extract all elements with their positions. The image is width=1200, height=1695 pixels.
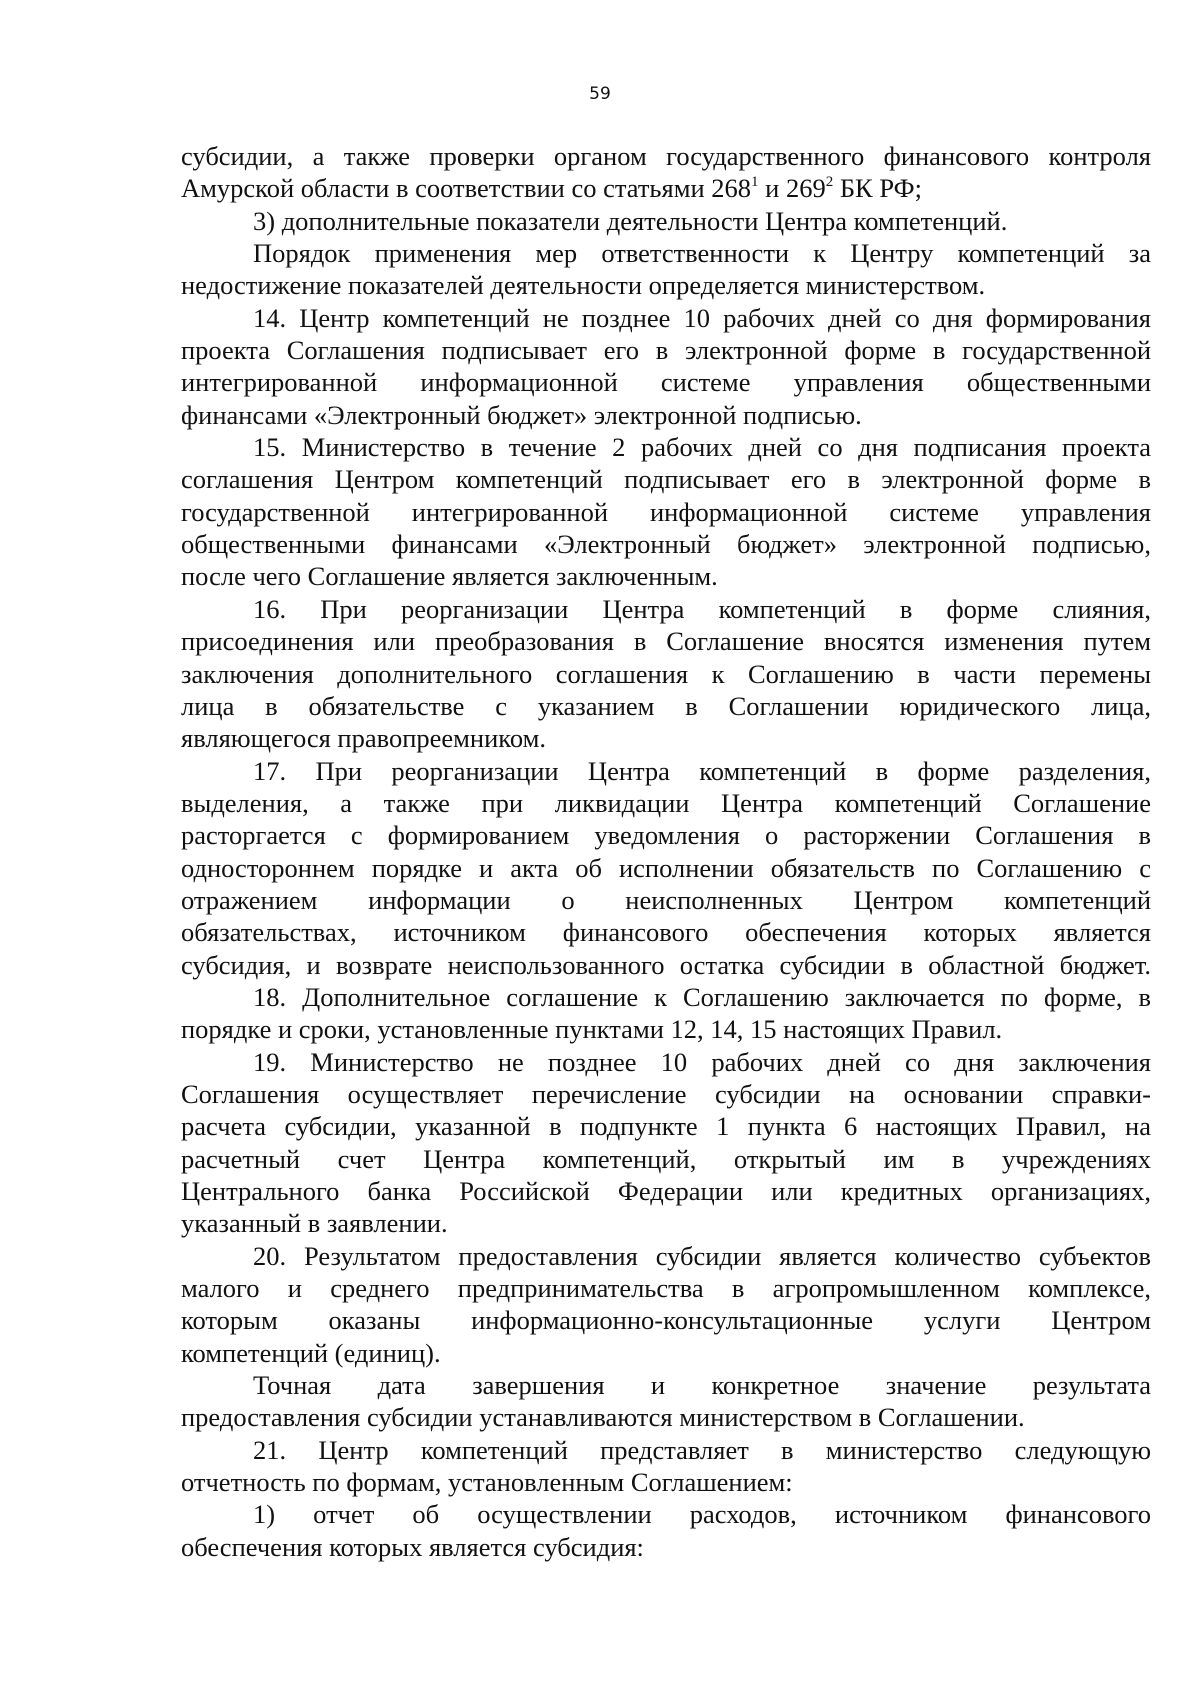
text-line: предоставления субсидии устанавливаются министерством в Соглашении. (181, 1402, 1025, 1433)
text-line: присоединения или преобразования в Соглашение вносятся изменения путем (181, 626, 1151, 657)
text-line: порядке и сроки, установленные пунктами 12, 14, 15 настоящих Правил. (181, 1014, 1003, 1045)
text-line: выделения, а также при ликвидации Центра компетенций Соглашение (181, 787, 1151, 818)
text-line (181, 172, 1151, 204)
text-line: 1) отчет об осуществлении расходов, источником финансового (253, 1499, 1151, 1530)
text-line: компетенций (единиц). (181, 1337, 441, 1368)
text-fragment: БК РФ; (833, 173, 922, 204)
text-line: государственной интегрированной информационной системе управления (181, 496, 1151, 527)
text-line: 3) дополнительные показатели деятельности Центра компетенций. (253, 205, 1008, 236)
text-line: расторгается с формированием уведомления о расторжении Соглашения в (181, 820, 1151, 851)
text-line: недостижение показателей деятельности определяется министерством. (181, 270, 986, 301)
text-line: субсидия, и возврате неиспользованного остатка субсидии в областной бюджет. (181, 949, 1151, 980)
superscript: 1 (751, 173, 759, 190)
text-line: 17. При реорганизации Центра компетенций в форме разделения, (253, 755, 1151, 786)
text-line: 19. Министерство не позднее 10 рабочих дней со дня заключения (253, 1046, 1151, 1077)
text-line: расчетный счет Центра компетенций, открытый им в учреждениях (181, 1143, 1151, 1174)
document-body (181, 140, 1151, 1563)
text-line: указанный в заявлении. (181, 1208, 448, 1239)
text-line: 18. Дополнительное соглашение к Соглашению заключается по форме, в (253, 981, 1151, 1012)
text-line: финансами «Электронный бюджет» электронной подписью. (181, 399, 862, 430)
text-line: обязательствах, источником финансового обеспечения которых является (181, 917, 1151, 948)
text-line: интегрированной информационной системе управления общественными (181, 367, 1151, 398)
text-line: Точная дата завершения и конкретное значение результата (253, 1370, 1151, 1401)
text-line: одностороннем порядке и акта об исполнении обязательств по Соглашению с (181, 852, 1151, 883)
text-line: после чего Соглашение является заключенным. (181, 561, 718, 592)
text-line: проекта Соглашения подписывает его в электронной форме в государственной (181, 335, 1151, 366)
text-line: 20. Результатом предоставления субсидии является количество субъектов (253, 1240, 1151, 1271)
text-fragment: и 269 (758, 173, 826, 204)
text-line: общественными финансами «Электронный бюджет» электронной подписью, (181, 529, 1151, 560)
text-line: являющегося правопреемником. (181, 723, 546, 754)
text-line: Соглашения осуществляет перечисление субсидии на основании справки- (181, 1078, 1151, 1109)
text-line: 21. Центр компетенций представляет в министерство следующую (253, 1434, 1151, 1465)
page-number: 59 (589, 84, 611, 104)
text-line: субсидии, а также проверки органом государственного финансового контроля (181, 141, 1151, 171)
text-line: Центрального банка Российской Федерации или кредитных организациях, (181, 1176, 1151, 1206)
text-line: малого и среднего предпринимательства в агропромышленном комплексе, (181, 1273, 1151, 1304)
text-line: расчета субсидии, указанной в подпункте 1 пункта 6 настоящих Правил, на (181, 1111, 1151, 1142)
text-line: отчетность по формам, установленным Соглашением: (181, 1467, 793, 1498)
text-line: заключения дополнительного соглашения к Соглашению в части перемены (181, 658, 1151, 689)
text-line: 16. При реорганизации Центра компетенций в форме слияния, (253, 593, 1151, 624)
text-line: обеспечения которых является субсидия: (181, 1531, 644, 1562)
text-line: 15. Министерство в течение 2 рабочих дней со дня подписания проекта (253, 432, 1151, 463)
text-fragment: Амурской области в соответствии со статьями 268 (181, 173, 752, 204)
text-line: 14. Центр компетенций не позднее 10 рабочих дней со дня формирования (253, 302, 1151, 333)
text-line: соглашения Центром компетенций подписывает его в электронной форме в (181, 464, 1151, 495)
text-line: Порядок применения мер ответственности к Центру компетенций за (253, 238, 1151, 269)
text-line: которым оказаны информационно-консультационные услуги Центром (181, 1305, 1151, 1336)
superscript: 2 (825, 173, 834, 190)
text-line: лица в обязательстве с указанием в Соглашении юридического лица, (181, 690, 1151, 721)
text-line: отражением информации о неисполненных Центром компетенций (181, 884, 1151, 915)
